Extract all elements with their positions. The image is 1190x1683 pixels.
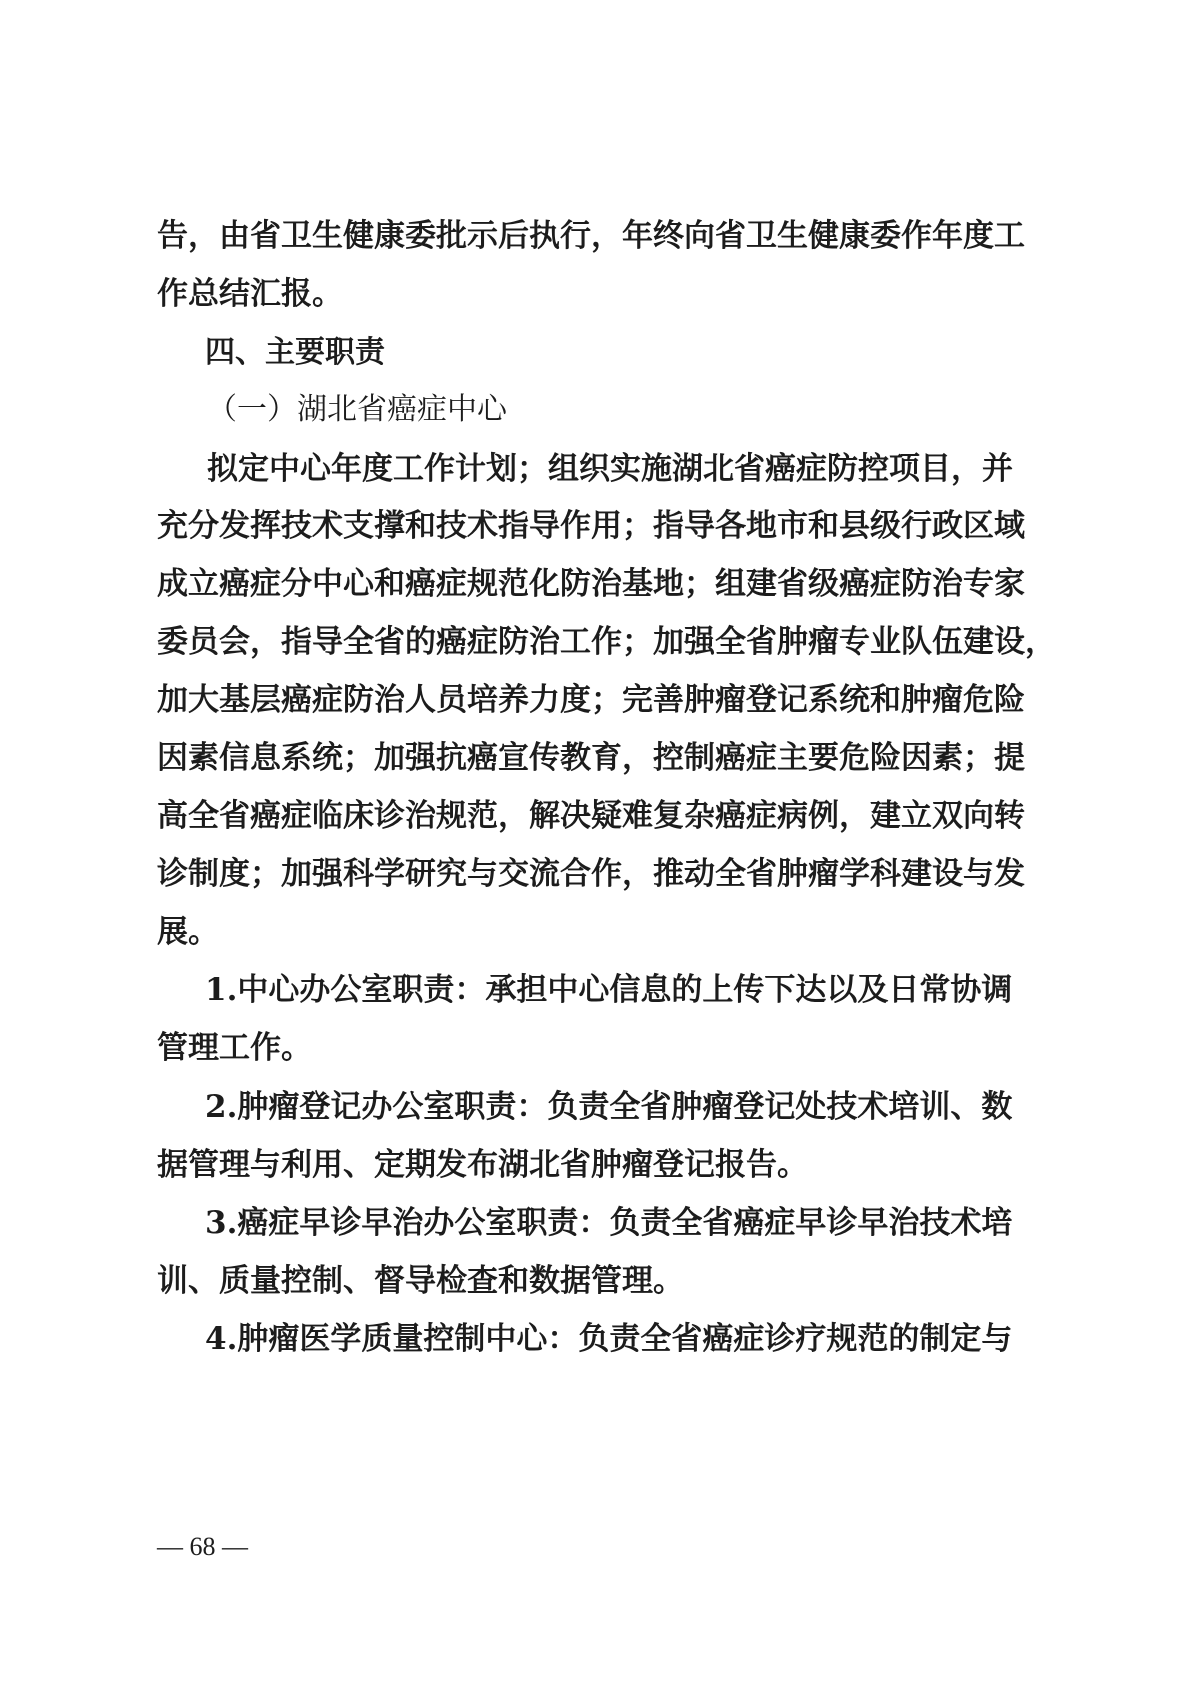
list-item-line: 4.肿瘤医学质量控制中心：负责全省癌症诊疗规范的制定与 xyxy=(205,1321,1013,1357)
paragraph-line: 充分发挥技术支撑和技术指导作用；指导各地市和县级行政区域 xyxy=(157,508,1025,544)
paragraph-line: 委员会，指导全省的癌症防治工作；加强全省肿瘤专业队伍建设， xyxy=(157,624,1056,660)
list-item-line: 3.癌症早诊早治办公室职责：负责全省癌症早诊早治技术培 xyxy=(205,1205,1013,1241)
subsection-heading: （一）湖北省癌症中心 xyxy=(207,392,507,427)
paragraph-line: 因素信息系统；加强抗癌宣传教育，控制癌症主要危险因素；提 xyxy=(157,740,1025,776)
list-item-line: 据管理与利用、定期发布湖北省肿瘤登记报告。 xyxy=(157,1147,808,1183)
list-item-line: 训、质量控制、督导检查和数据管理。 xyxy=(157,1263,684,1299)
page-number: — 68 — xyxy=(157,1532,248,1561)
list-item-line: 管理工作。 xyxy=(157,1030,312,1066)
paragraph-line: 成立癌症分中心和癌症规范化防治基地；组建省级癌症防治专家 xyxy=(157,566,1025,602)
paragraph-line: 高全省癌症临床诊治规范，解决疑难复杂癌症病例，建立双向转 xyxy=(157,798,1025,834)
paragraph-line: 拟定中心年度工作计划；组织实施湖北省癌症防控项目，并 xyxy=(207,451,1013,487)
section-heading: 四、主要职责 xyxy=(205,335,385,370)
list-item-line: 1.中心办公室职责：承担中心信息的上传下达以及日常协调 xyxy=(205,972,1013,1008)
paragraph-line: 展。 xyxy=(157,914,219,950)
paragraph-line: 作总结汇报。 xyxy=(157,276,343,312)
paragraph-line: 诊制度；加强科学研究与交流合作，推动全省肿瘤学科建设与发 xyxy=(157,856,1025,892)
paragraph-line: 告，由省卫生健康委批示后执行，年终向省卫生健康委作年度工 xyxy=(157,218,1025,254)
list-item-line: 2.肿瘤登记办公室职责：负责全省肿瘤登记处技术培训、数 xyxy=(205,1089,1013,1125)
paragraph-line: 加大基层癌症防治人员培养力度；完善肿瘤登记系统和肿瘤危险 xyxy=(157,682,1025,718)
